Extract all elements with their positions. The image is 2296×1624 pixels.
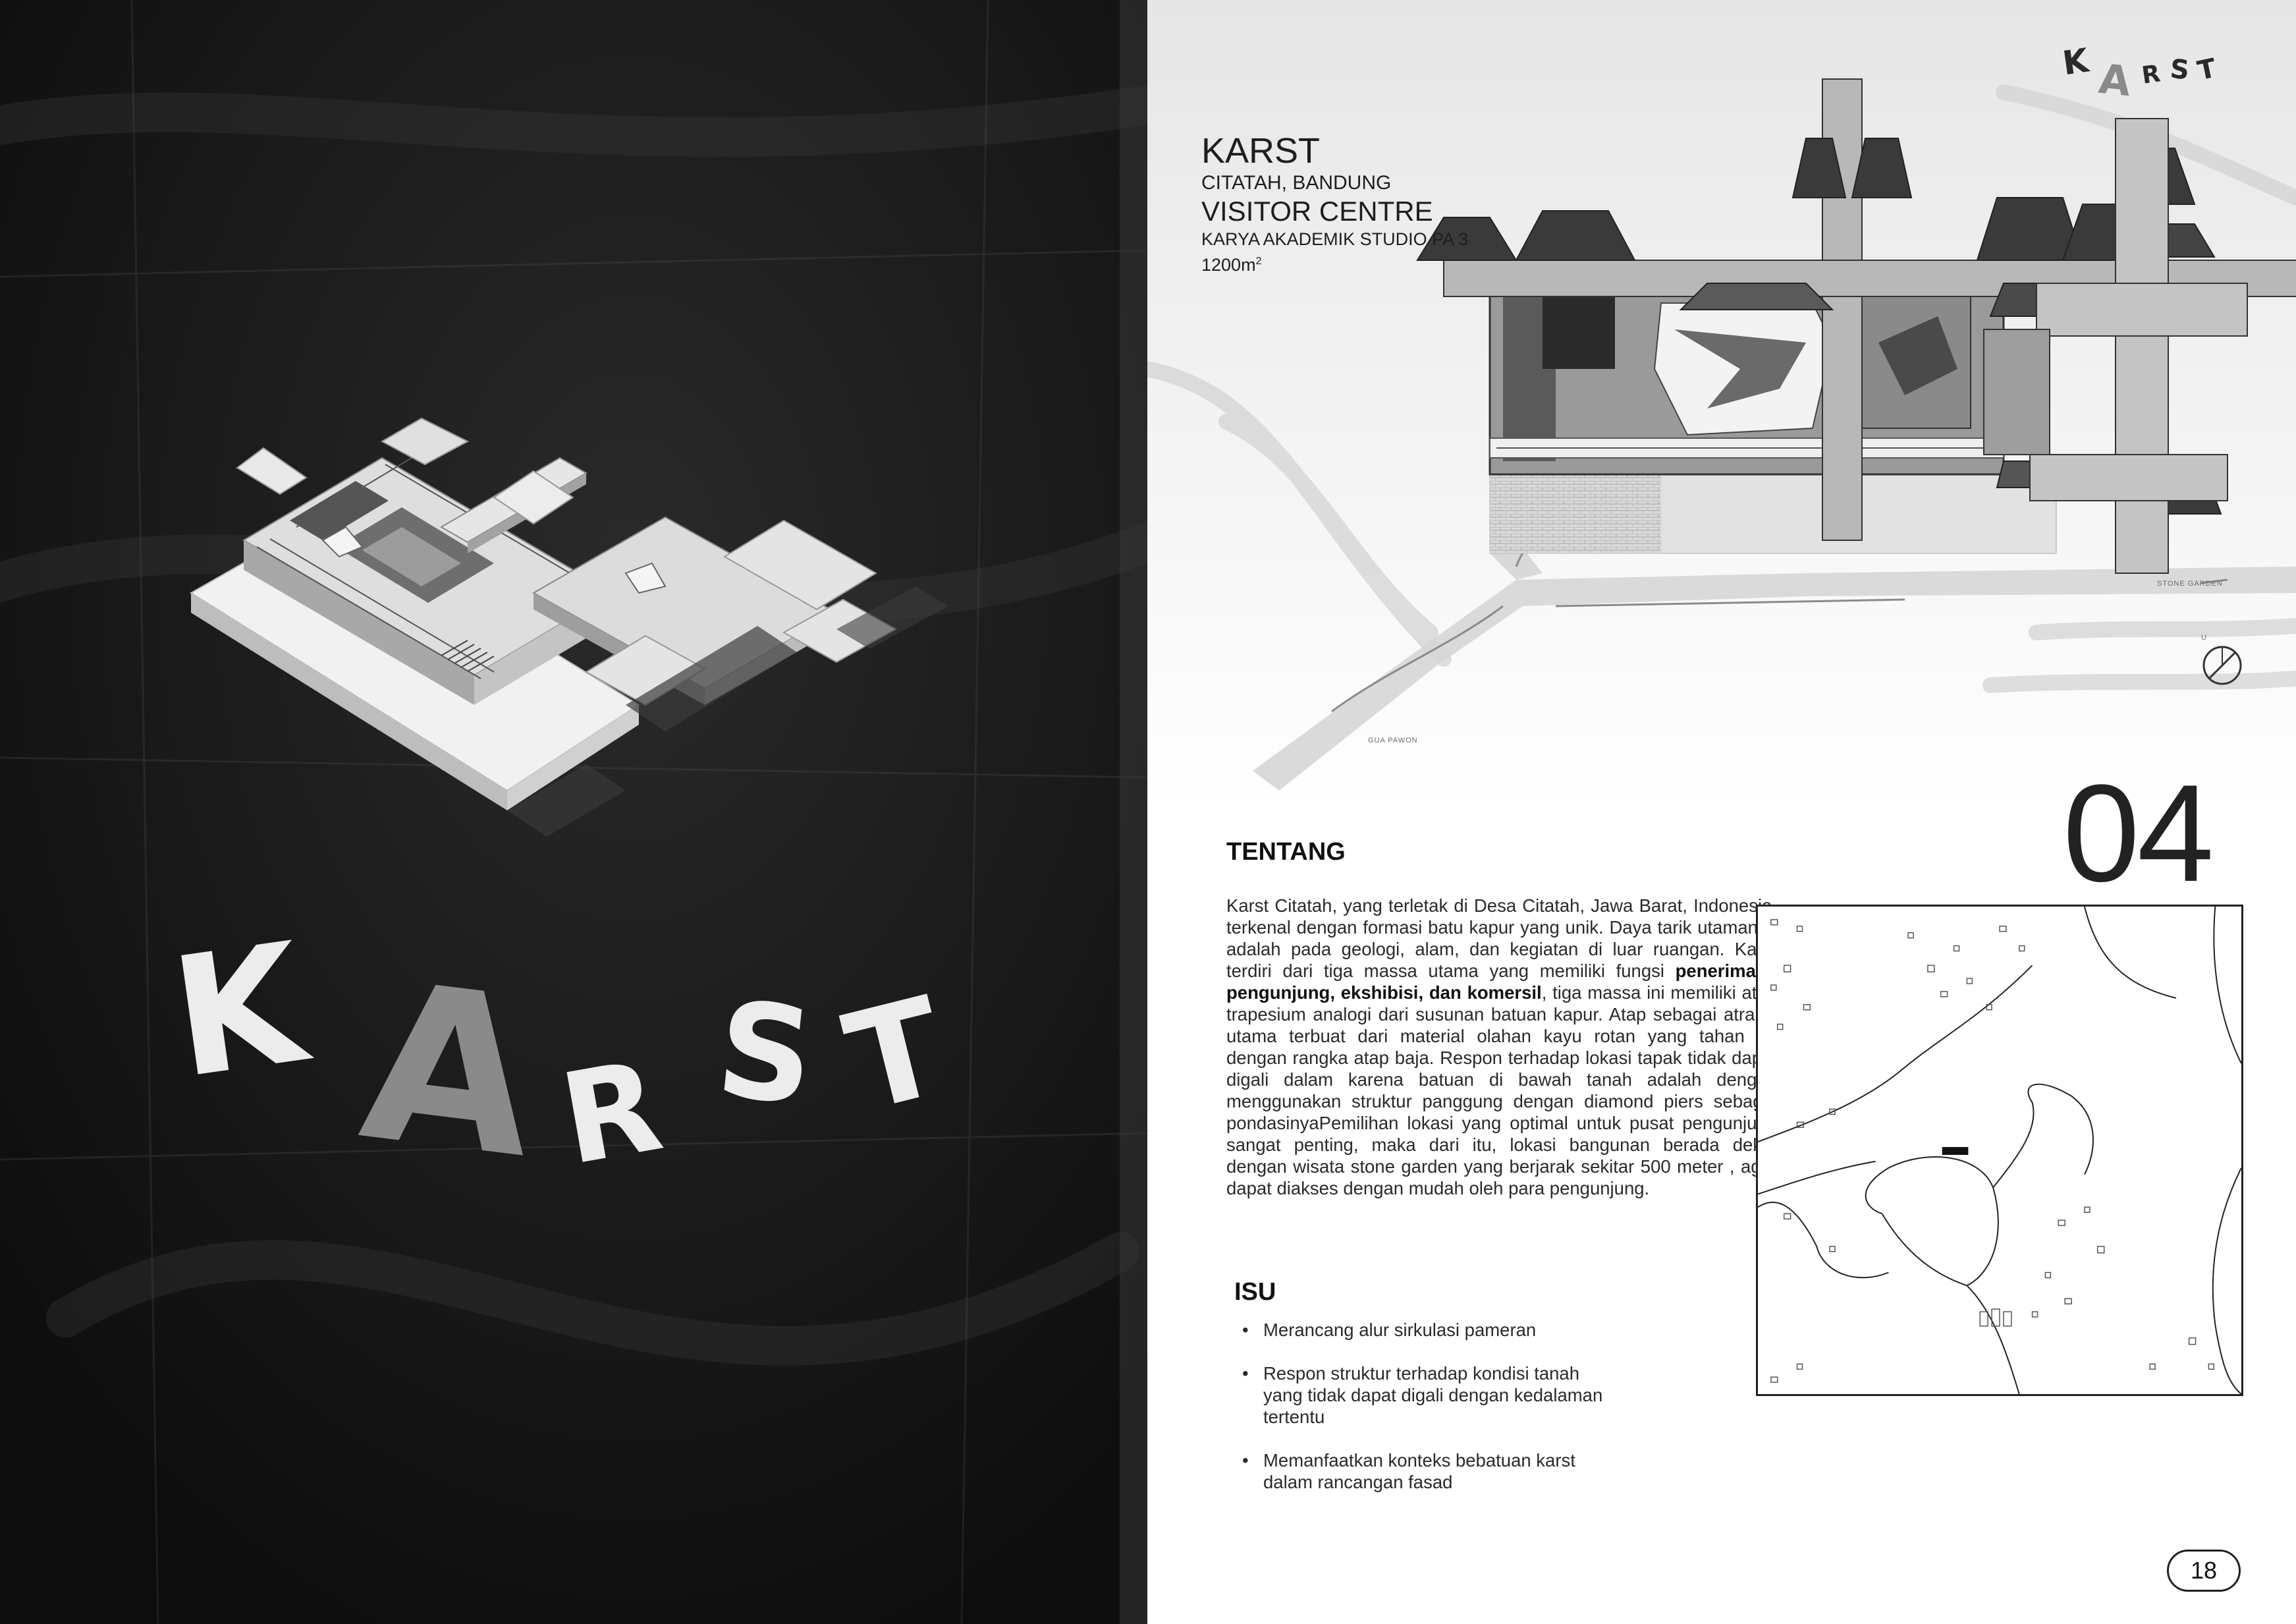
project-type: VISITOR CENTRE (1201, 196, 1433, 227)
gua-pawon-label: GUA PAWON (1368, 737, 1418, 744)
logo-letter: K (2060, 41, 2091, 83)
area-value: 1200m (1201, 255, 1256, 275)
title-letter: T (832, 968, 960, 1143)
logo-letter: S (2169, 53, 2191, 86)
stone-garden-label: STONE GARDEN (2157, 580, 2223, 588)
isometric-building-drawing (165, 395, 1087, 896)
project-credit: KARYA AKADEMIK STUDIO PA 3 (1201, 229, 1469, 249)
tentang-bold-text: penerimaan pengunjung, ekshibisi, dan komersil (1226, 961, 1777, 1003)
area-unit-superscript: 2 (1255, 256, 1262, 267)
title-letter: K (161, 907, 315, 1115)
list-item: • Respon struktur terhadap kondisi tanah yang tidak dapat digali dengan kedalaman tertentu (1238, 1362, 1607, 1428)
site-marker (1942, 1147, 1969, 1155)
project-name: KARST (1201, 131, 1321, 171)
title-letter: R (551, 1032, 672, 1194)
project-location: CITATAH, BANDUNG (1201, 172, 1392, 194)
list-item: • Merancang alur sirkulasi pameran (1238, 1319, 1607, 1341)
logo-letter: A (2096, 54, 2133, 106)
site-plan-drawing (1147, 0, 2296, 814)
project-area (1201, 250, 1468, 276)
section-number: 04 (2063, 756, 2212, 910)
tentang-body (1226, 895, 1777, 1199)
logo-letter: R (2140, 60, 2162, 90)
karst-logo (2060, 36, 2260, 106)
tentang-text-part: , tiga massa ini memiliki atap trapesium analogi dari susunan batuan kapur. Atap sebagai atraksi utama terbuat dari material olahan kayu rotan yang tahan air dengan rangka atap baja. Respon terhadap lokasi tapak tidak dapat digali dalam karena batuan di bawah tanah adalah dengan menggunakan struktur panggung dengan diamond piers sebagai pondasinyaPemilihan lokasi yang optimal untuk pusat pengunjung sangat penting, maka dari itu, lokasi bangunan berada dekat dengan wisata stone garden yang berjarak sekitar 500 meter , agar dapat diakses dengan mudah oleh para pengunjung. (1226, 982, 1777, 1198)
title-letter: S (710, 972, 821, 1135)
north-label: U (2201, 634, 2207, 642)
title-letter: A (350, 934, 549, 1207)
list-item: • Memanfaatkan konteks bebatuan karst dalam rancangan fasad (1238, 1449, 1607, 1493)
tentang-heading: TENTANG (1226, 838, 1346, 866)
isu-list (1238, 1319, 1607, 1515)
page-number: 18 (2167, 1550, 2241, 1592)
isu-heading: ISU (1234, 1278, 1276, 1306)
logo-letter: T (2195, 53, 2219, 87)
project-info (1201, 130, 1468, 276)
location-map (1756, 905, 2243, 1396)
left-page (0, 0, 1147, 1624)
tentang-text-part: Karst Citatah, yang terletak di Desa Citatah, Jawa Barat, Indonesia, terkenal dengan formasi batu kapur yang unik. Daya tarik utamanya adalah pada geologi, alam, dan kegiatan di luar ruangan. Karst terdiri dari tiga massa utama yang memiliki fungsi (1226, 895, 1777, 981)
right-page (1147, 0, 2296, 1624)
